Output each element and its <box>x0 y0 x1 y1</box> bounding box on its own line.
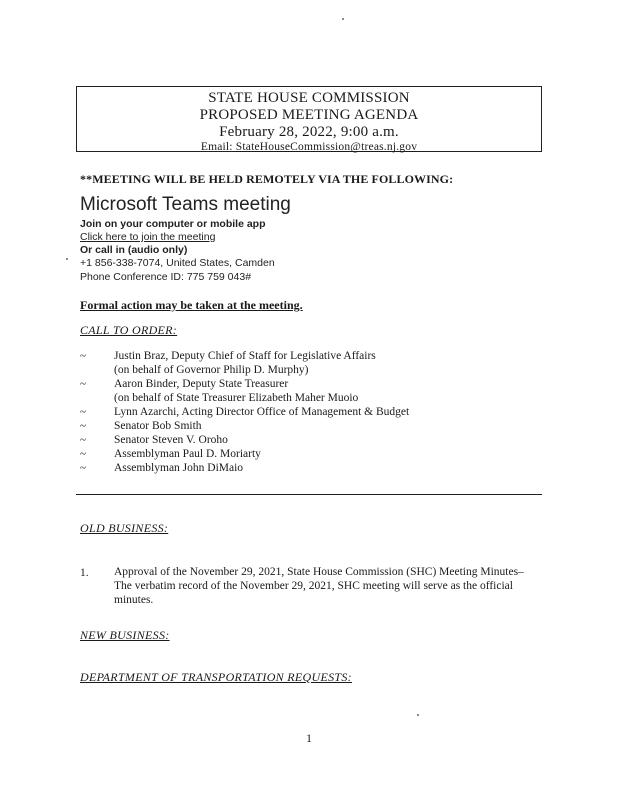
member-line: Lynn Azarchi, Acting Director Office of Management & Budget <box>114 406 410 418</box>
join-meeting-link[interactable]: Click here to join the meeting <box>80 231 216 243</box>
list-bullet: ~ <box>80 434 86 446</box>
list-bullet: ~ <box>80 448 86 460</box>
old-business-heading: OLD BUSINESS: <box>80 521 169 535</box>
scan-speck <box>417 714 419 716</box>
list-bullet: ~ <box>80 420 86 432</box>
email-address-link[interactable]: StateHouseCommission@treas.nj.gov <box>235 141 418 153</box>
list-bullet: ~ <box>80 406 86 418</box>
member-line: (on behalf of State Treasurer Elizabeth Maher Muoio <box>114 392 359 404</box>
section-divider <box>76 494 542 495</box>
list-bullet: ~ <box>80 378 86 390</box>
member-line: Senator Bob Smith <box>114 420 202 432</box>
meeting-date: February 28, 2022, 9:00 a.m. <box>219 124 399 140</box>
new-business-heading: NEW BUSINESS: <box>80 628 170 642</box>
commission-title: STATE HOUSE COMMISSION <box>208 90 410 106</box>
member-line: Assemblyman John DiMaio <box>114 462 244 474</box>
member-line: Assemblyman Paul D. Moriarty <box>114 448 261 460</box>
join-heading: Join on your computer or mobile app <box>80 218 266 230</box>
list-bullet: ~ <box>80 462 86 474</box>
scan-speck <box>342 18 344 20</box>
remote-meeting-notice: **MEETING WILL BE HELD REMOTELY VIA THE FOLLOWING: <box>80 172 454 186</box>
scan-speck <box>66 258 68 260</box>
conference-id: Phone Conference ID: 775 759 043# <box>80 271 252 283</box>
page-number: 1 <box>306 731 312 745</box>
phone-number: +1 856-338-7074, United States, Camden <box>80 257 275 269</box>
email-label: Email: <box>200 141 236 153</box>
teams-meeting-title: Microsoft Teams meeting <box>80 194 291 215</box>
member-line: (on behalf of Governor Philip D. Murphy) <box>114 364 309 376</box>
call-to-order-heading: CALL TO ORDER: <box>80 323 178 337</box>
list-bullet: ~ <box>80 350 86 362</box>
agenda-item-number: 1. <box>80 567 89 579</box>
agenda-title: PROPOSED MEETING AGENDA <box>199 107 419 123</box>
call-in-heading: Or call in (audio only) <box>80 244 188 256</box>
member-line: Justin Braz, Deputy Chief of Staff for Legislative Affairs <box>114 350 376 362</box>
dot-requests-heading: DEPARTMENT OF TRANSPORTATION REQUESTS: <box>80 670 352 684</box>
member-line: Senator Steven V. Oroho <box>114 434 228 446</box>
email-line <box>76 141 542 153</box>
member-line: Aaron Binder, Deputy State Treasurer <box>114 378 289 390</box>
formal-action-notice: Formal action may be taken at the meeting. <box>80 298 303 312</box>
agenda-item-text: Approval of the November 29, 2021, State House Commission (SHC) Meeting Minutes– The verbatim record of the November 29, 2021, SHC meeting will serve as the official minutes. <box>114 566 524 606</box>
